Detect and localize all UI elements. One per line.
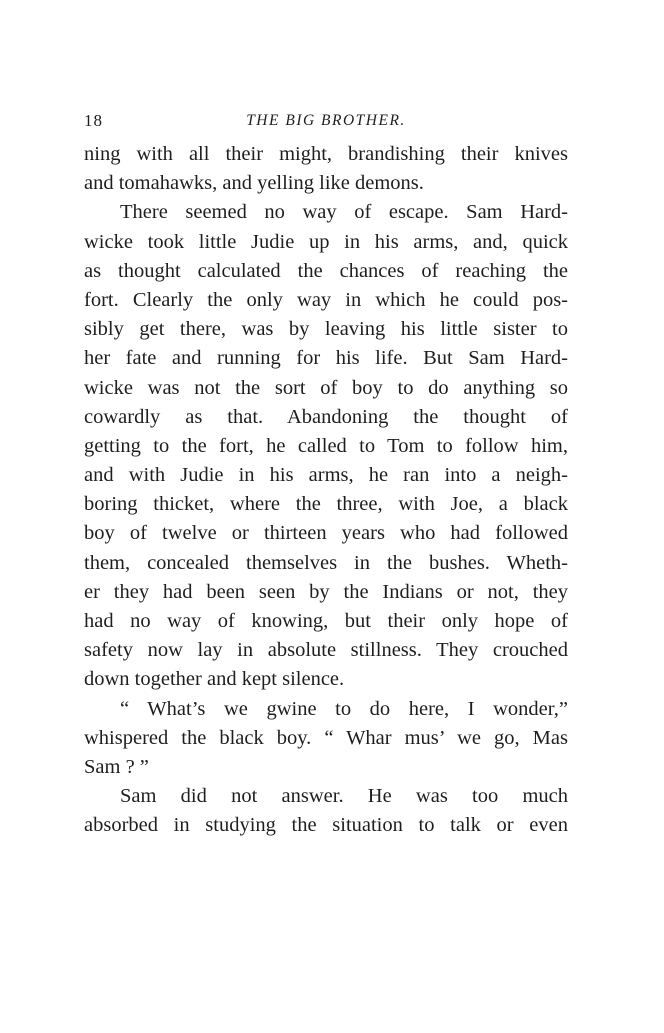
text-line: boy of twelve or thirteen years who had followed	[84, 522, 568, 545]
text-line: getting to the fort, he called to Tom to follow him,	[84, 434, 568, 457]
text-line: fort. Clearly the only way in which he could pos-	[84, 288, 568, 311]
text-line: Sam did not answer. He was too much	[120, 785, 568, 808]
text-line: sibly get there, was by leaving his little sister to	[84, 318, 568, 341]
body-text	[84, 140, 568, 841]
text-line: safety now lay in absolute stillness. They crouched	[84, 639, 568, 662]
text-line: her fate and running for his life. But Sam Hard-	[84, 347, 568, 370]
text-line: absorbed in studying the situation to talk or even	[84, 814, 568, 837]
text-line: whispered the black boy. “ Whar mus’ we go, Mas	[84, 726, 568, 749]
text-line: wicke was not the sort of boy to do anything so	[84, 376, 568, 399]
text-line: wicke took little Judie up in his arms, and, quick	[84, 230, 568, 253]
text-line: down together and kept silence.	[84, 668, 345, 691]
text-line: and with Judie in his arms, he ran into a neigh-	[84, 464, 568, 487]
book-page	[84, 108, 568, 841]
text-line: boring thicket, where the three, with Joe, a black	[84, 493, 568, 516]
running-head	[84, 108, 568, 134]
text-line: cowardly as that. Abandoning the thought of	[84, 405, 568, 428]
text-line: “ What’s we gwine to do here, I wonder,”	[120, 697, 568, 720]
text-line: There seemed no way of escape. Sam Hard-	[120, 201, 568, 224]
text-line: had no way of knowing, but their only hope of	[84, 610, 568, 632]
text-line: as thought calculated the chances of reaching the	[84, 259, 568, 282]
running-title: THE BIG BROTHER.	[246, 112, 406, 129]
text-line: and tomahawks, and yelling like demons.	[84, 172, 424, 195]
text-line: Sam ? ”	[84, 755, 149, 778]
text-line: ning with all their might, brandishing their knives	[84, 143, 568, 165]
page-number: 18	[84, 111, 103, 130]
text-line: them, concealed themselves in the bushes. Wheth-	[84, 551, 568, 574]
text-line: er they had been seen by the Indians or not, they	[84, 580, 568, 603]
